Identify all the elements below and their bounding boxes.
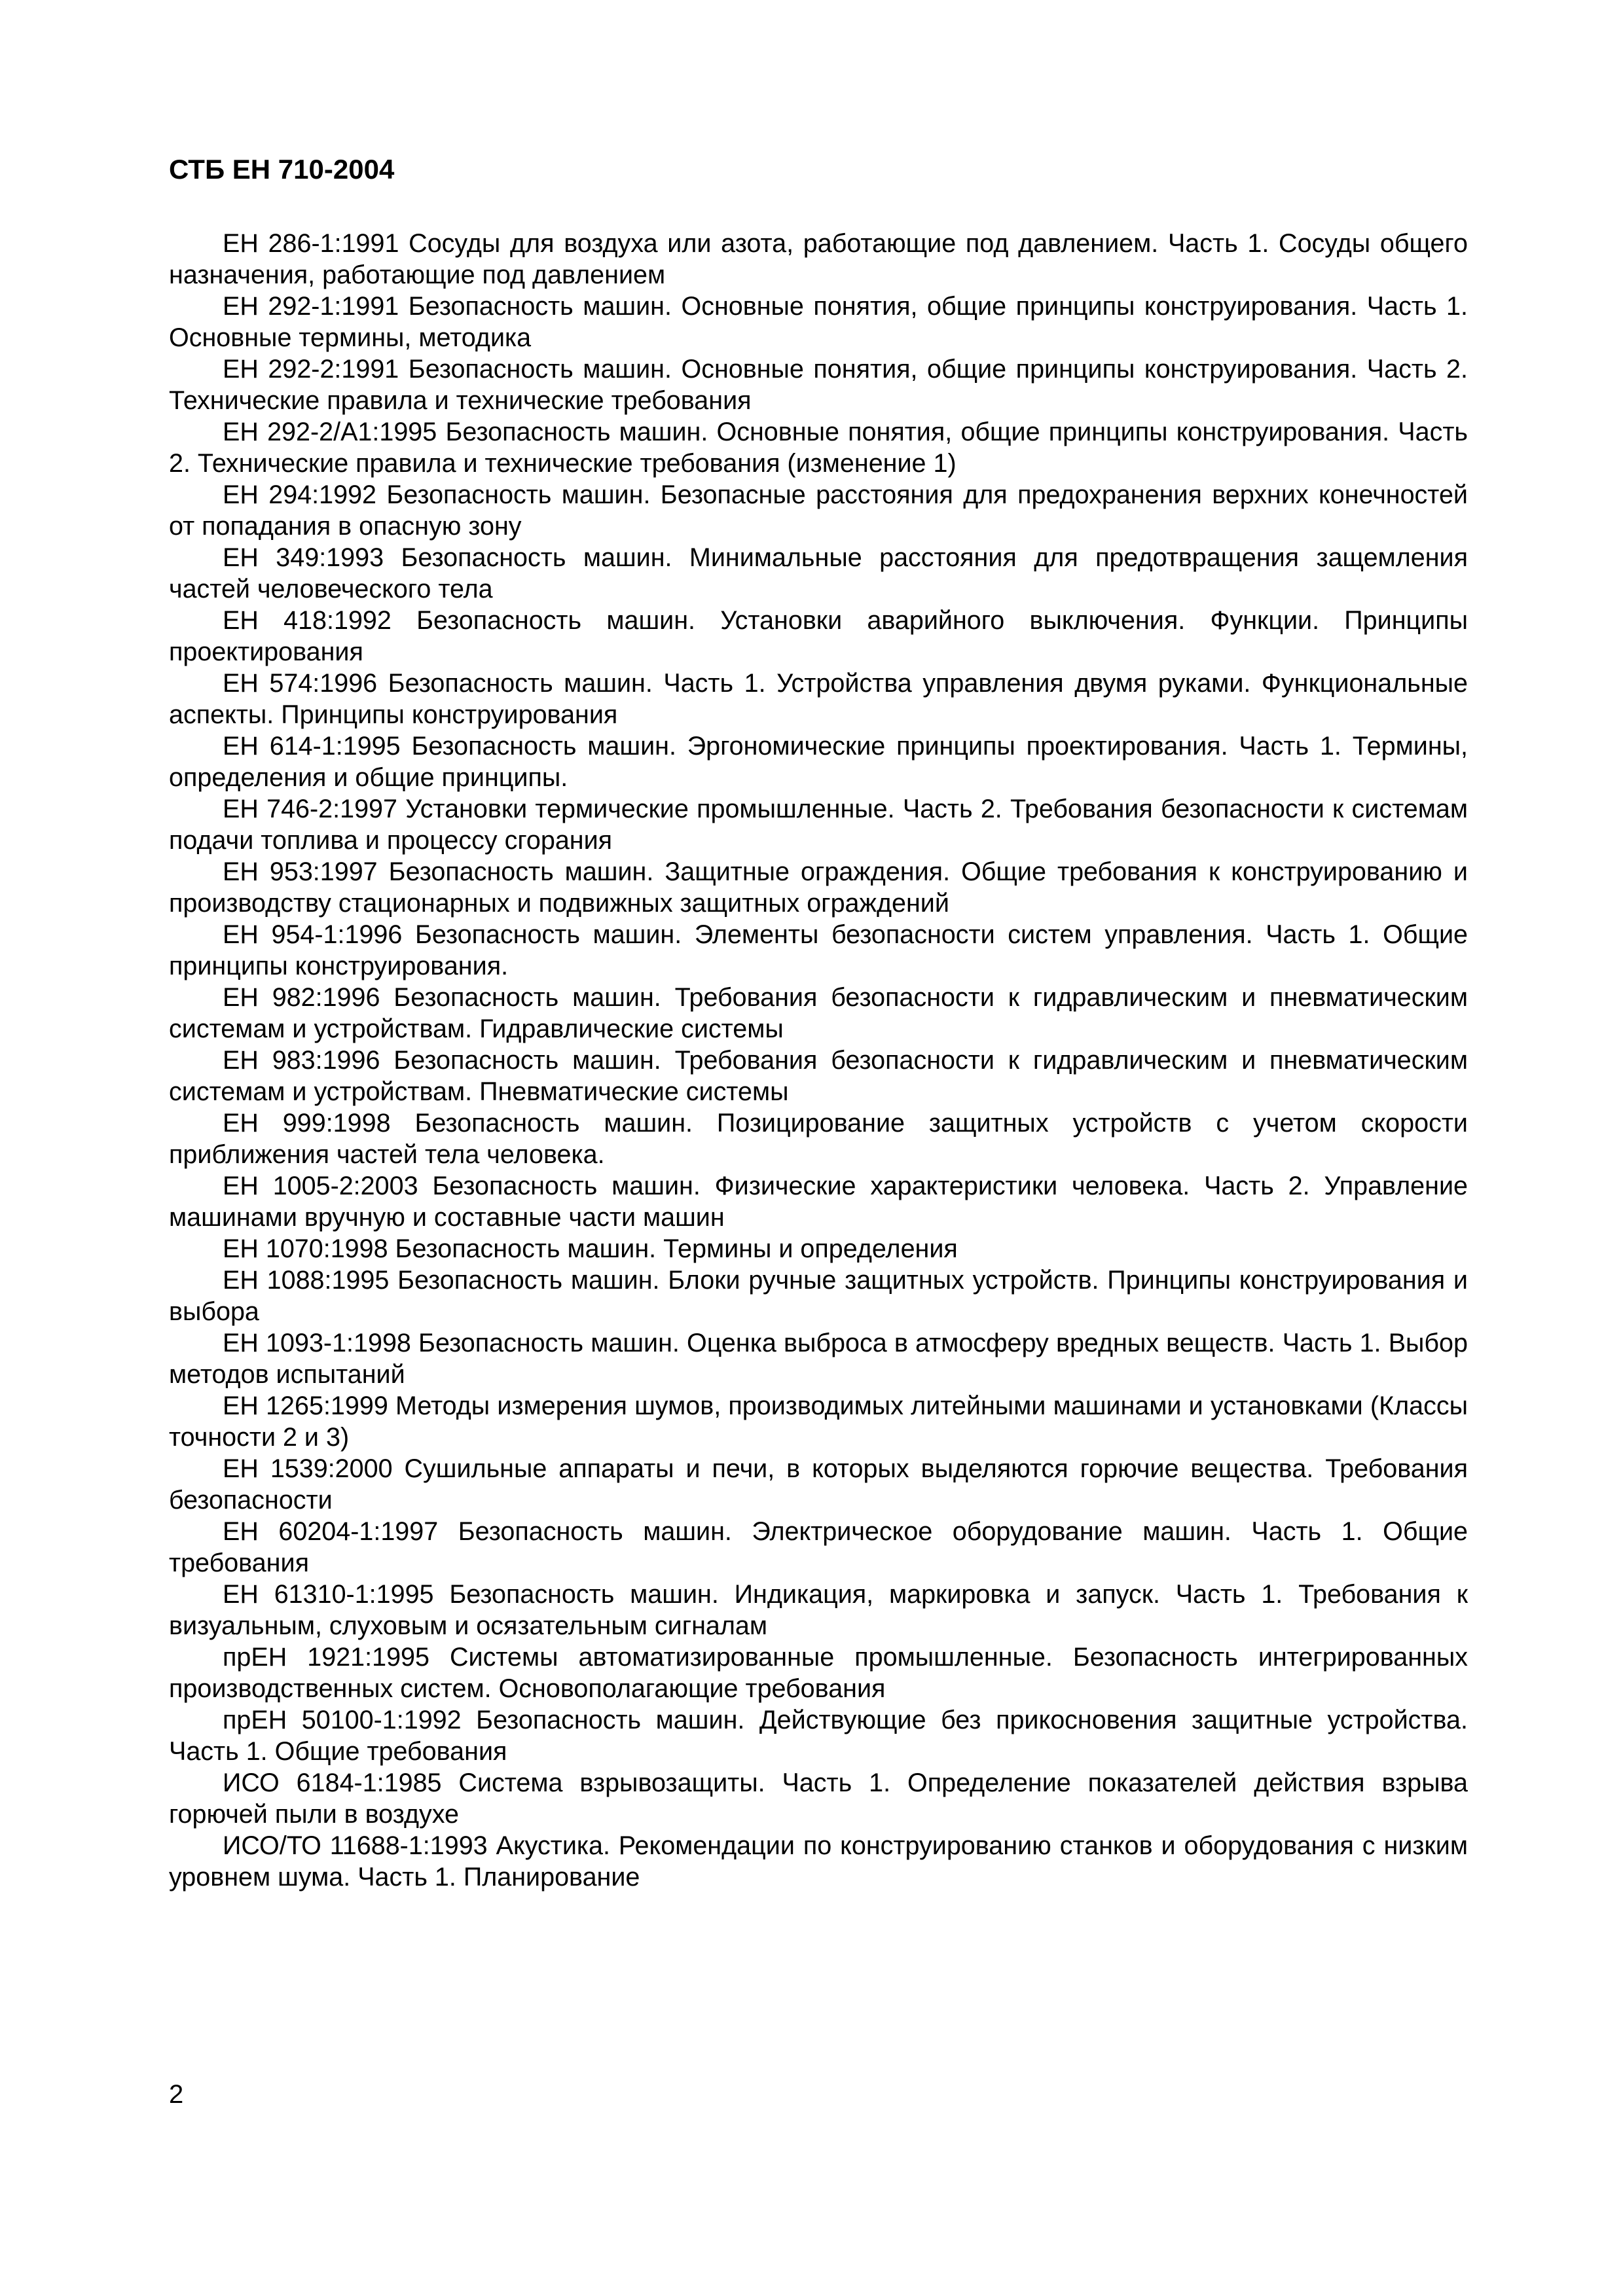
reference-entry: ЕН 574:1996 Безопасность машин. Часть 1. Устройства управления двумя руками. Функциональные аспекты. Принципы конструирования <box>169 669 1468 729</box>
reference-entry: ЕН 292-2:1991 Безопасность машин. Основные понятия, общие принципы конструирования. Часть 2. Технические правила и технические требования <box>169 355 1468 415</box>
reference-entry: прЕН 1921:1995 Системы автоматизированные промышленные. Безопасность интегрированных производственных систем. Основополагающие требования <box>169 1643 1468 1703</box>
reference-entry: ЕН 292-1:1991 Безопасность машин. Основные понятия, общие принципы конструирования. Часть 1. Основные термины, методика <box>169 292 1468 352</box>
reference-entry: ЕН 292-2/А1:1995 Безопасность машин. Основные понятия, общие принципы конструирования. Часть 2. Технические правила и технические требования (изменение 1) <box>169 418 1468 478</box>
reference-entry: ЕН 61310-1:1995 Безопасность машин. Индикация, маркировка и запуск. Часть 1. Требования к визуальным, слуховым и осязательным сигналам <box>169 1580 1468 1640</box>
reference-entry: ЕН 1539:2000 Сушильные аппараты и печи, в которых выделяются горючие вещества. Требования безопасности <box>169 1454 1468 1515</box>
reference-entry: ЕН 349:1993 Безопасность машин. Минимальные расстояния для предотвращения защемления частей человеческого тела <box>169 543 1468 603</box>
reference-entry: ЕН 1088:1995 Безопасность машин. Блоки ручные защитных устройств. Принципы конструирования и выбора <box>169 1266 1468 1326</box>
reference-entry: ЕН 953:1997 Безопасность машин. Защитные ограждения. Общие требования к конструированию и производству стационарных и подвижных защитных ограждений <box>169 857 1468 918</box>
reference-entry: ЕН 294:1992 Безопасность машин. Безопасные расстояния для предохранения верхних конечностей от попадания в опасную зону <box>169 480 1468 541</box>
page-number: 2 <box>169 2080 184 2109</box>
reference-entry: ЕН 1070:1998 Безопасность машин. Термины и определения <box>223 1234 958 1263</box>
reference-entry: ЕН 1265:1999 Методы измерения шумов, производимых литейными машинами и установками (Классы точности 2 и 3) <box>169 1391 1468 1452</box>
reference-entry: ЕН 954-1:1996 Безопасность машин. Элементы безопасности систем управления. Часть 1. Общие принципы конструирования. <box>169 920 1468 980</box>
document-header: СТБ ЕН 710-2004 <box>169 154 395 185</box>
reference-entry: ЕН 614-1:1995 Безопасность машин. Эргономические принципы проектирования. Часть 1. Термины, определения и общие принципы. <box>169 732 1468 792</box>
reference-entry: ЕН 60204-1:1997 Безопасность машин. Электрическое оборудование машин. Часть 1. Общие требования <box>169 1517 1468 1577</box>
reference-entry: ЕН 1093-1:1998 Безопасность машин. Оценка выброса в атмосферу вредных веществ. Часть 1. Выбор методов испытаний <box>169 1329 1468 1389</box>
reference-entry: ИСО 6184-1:1985 Система взрывозащиты. Часть 1. Определение показателей действия взрыва горючей пыли в воздухе <box>169 1768 1468 1829</box>
reference-entry: ЕН 1005-2:2003 Безопасность машин. Физические характеристики человека. Часть 2. Управление машинами вручную и составные части машин <box>169 1172 1468 1232</box>
reference-entry: прЕН 50100-1:1992 Безопасность машин. Действующие без прикосновения защитные устройства. Часть 1. Общие требования <box>169 1706 1468 1766</box>
reference-entry: ЕН 746-2:1997 Установки термические промышленные. Часть 2. Требования безопасности к системам подачи топлива и процессу сгорания <box>169 795 1468 855</box>
reference-entry: ЕН 982:1996 Безопасность машин. Требования безопасности к гидравлическим и пневматическим системам и устройствам. Гидравлические системы <box>169 983 1468 1043</box>
reference-entry: ИСО/ТО 11688-1:1993 Акустика. Рекомендации по конструированию станков и оборудования с низким уровнем шума. Часть 1. Планирование <box>169 1831 1468 1892</box>
reference-list <box>169 228 1468 1893</box>
reference-entry: ЕН 983:1996 Безопасность машин. Требования безопасности к гидравлическим и пневматическим системам и устройствам. Пневматические системы <box>169 1046 1468 1106</box>
reference-entry: ЕН 286-1:1991 Сосуды для воздуха или азота, работающие под давлением. Часть 1. Сосуды общего назначения, работающие под давлением <box>169 229 1468 289</box>
reference-entry: ЕН 999:1998 Безопасность машин. Позицирование защитных устройств с учетом скорости приближения частей тела человека. <box>169 1109 1468 1169</box>
reference-entry: ЕН 418:1992 Безопасность машин. Установки аварийного выключения. Функции. Принципы проектирования <box>169 606 1468 666</box>
